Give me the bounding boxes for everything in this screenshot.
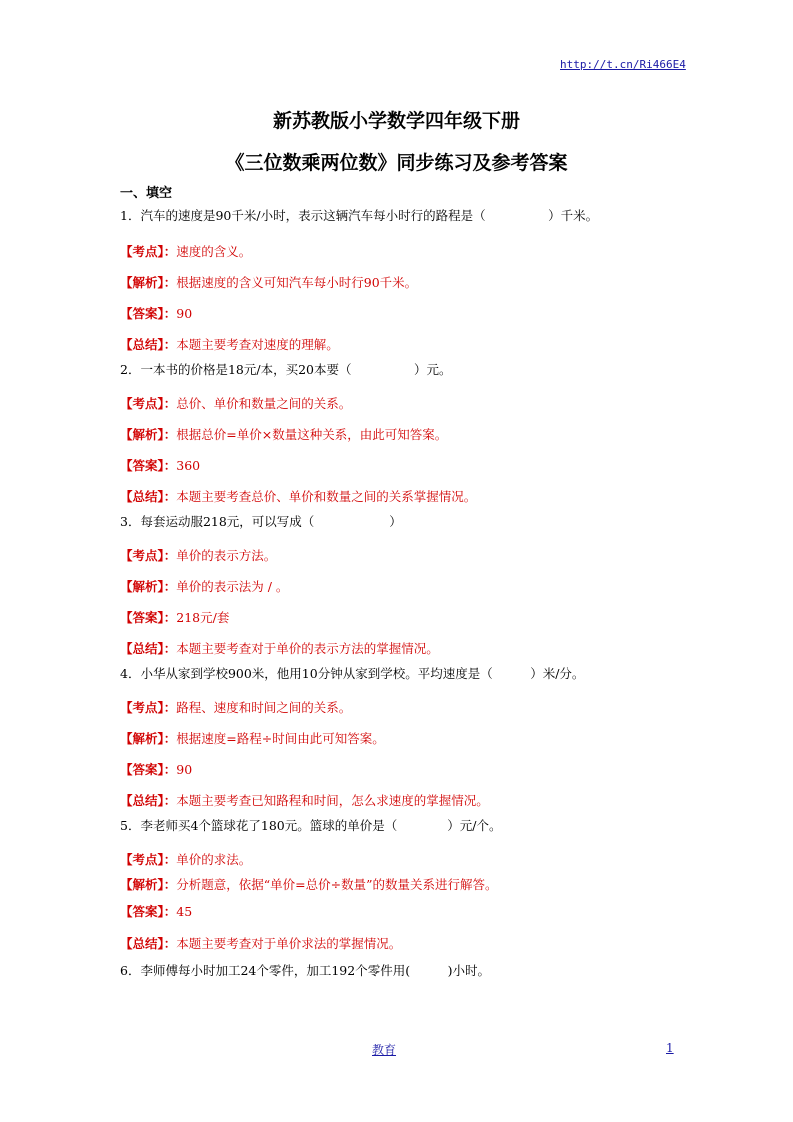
kaodian-label: 【考点】： — [120, 244, 177, 259]
zongjie-text: 本题主要考查总价、单价和数量之间的关系掌握情况。 — [176, 489, 477, 504]
question-2: 2．一本书的价格是18元/本，买20本要（ ）元。 — [120, 362, 452, 377]
question-6: 6．李师傅每小时加工24个零件，加工192个零件用( )小时。 — [120, 963, 490, 978]
q3-jiexi — [120, 577, 288, 595]
kaodian-label: 【考点】： — [120, 852, 177, 867]
kaodian-label: 【考点】： — [120, 548, 177, 563]
zongjie-label: 【总结】： — [120, 641, 177, 656]
daan-label: 【答案】： — [120, 458, 177, 473]
q3-daan — [120, 608, 229, 626]
daan-label: 【答案】： — [120, 762, 177, 777]
q5-kaodian — [120, 850, 251, 868]
q5-zongjie — [120, 934, 401, 952]
q4-daan — [120, 760, 192, 778]
page-title: 新苏教版小学数学四年级下册 — [272, 110, 520, 132]
question-3: 3．每套运动服218元，可以写成（ ） — [120, 514, 402, 529]
jiexi-label: 【解析】： — [120, 579, 177, 594]
header-link[interactable]: http://t.cn/Ri466E4 — [560, 58, 686, 71]
page-subtitle: 《三位数乘两位数》同步练习及参考答案 — [225, 152, 568, 174]
kaodian-label: 【考点】： — [120, 396, 177, 411]
zongjie-label: 【总结】： — [120, 936, 177, 951]
daan-text: 45 — [176, 904, 193, 919]
kaodian-text: 单价的表示方法。 — [176, 548, 277, 563]
q1-kaodian — [120, 242, 251, 260]
q1-jiexi — [120, 273, 417, 291]
jiexi-label: 【解析】： — [120, 731, 177, 746]
zongjie-text: 本题主要考查对速度的理解。 — [176, 337, 339, 352]
zongjie-label: 【总结】： — [120, 489, 177, 504]
q5-jiexi — [120, 875, 498, 893]
zongjie-text: 本题主要考查已知路程和时间，怎么求速度的掌握情况。 — [176, 793, 489, 808]
jiexi-text: 根据速度=路程÷时间由此可知答案。 — [176, 731, 385, 746]
jiexi-label: 【解析】： — [120, 877, 177, 892]
jiexi-text: 单价的表示法为 / 。 — [176, 579, 289, 594]
kaodian-text: 单价的求法。 — [176, 852, 252, 867]
daan-text: 90 — [176, 762, 193, 777]
q4-jiexi — [120, 729, 385, 747]
daan-text: 90 — [176, 306, 193, 321]
daan-label: 【答案】： — [120, 610, 177, 625]
daan-label: 【答案】： — [120, 306, 177, 321]
zongjie-text: 本题主要考查对于单价的表示方法的掌握情况。 — [176, 641, 439, 656]
question-1: 1．汽车的速度是90千米/小时，表示这辆汽车每小时行的路程是（ ）千米。 — [120, 208, 599, 223]
jiexi-label: 【解析】： — [120, 427, 177, 442]
zongjie-label: 【总结】： — [120, 793, 177, 808]
kaodian-text: 路程、速度和时间之间的关系。 — [176, 700, 352, 715]
question-5: 5．李老师买4个篮球花了180元。篮球的单价是（ ）元/个。 — [120, 818, 502, 833]
q1-daan — [120, 304, 192, 322]
q3-kaodian — [120, 546, 276, 564]
daan-text: 360 — [176, 458, 201, 473]
jiexi-text: 分析题意，依据“单价=总价÷数量”的数量关系进行解答。 — [176, 877, 498, 892]
daan-label: 【答案】： — [120, 904, 177, 919]
q4-kaodian — [120, 698, 351, 716]
q1-zongjie — [120, 335, 339, 353]
jiexi-label: 【解析】： — [120, 275, 177, 290]
q3-zongjie — [120, 639, 439, 657]
jiexi-text: 根据速度的含义可知汽车每小时行90千米。 — [176, 275, 418, 290]
q2-daan — [120, 456, 200, 474]
daan-text: 218元/套 — [176, 610, 230, 625]
q2-jiexi — [120, 425, 447, 443]
zongjie-text: 本题主要考查对于单价求法的掌握情况。 — [176, 936, 402, 951]
question-4: 4．小华从家到学校900米，他用10分钟从家到学校。平均速度是（ ）米/分。 — [120, 666, 585, 681]
jiexi-text: 根据总价=单价×数量这种关系，由此可知答案。 — [176, 427, 448, 442]
q5-daan — [120, 902, 192, 920]
kaodian-text: 总价、单价和数量之间的关系。 — [176, 396, 352, 411]
kaodian-label: 【考点】： — [120, 700, 177, 715]
footer-link[interactable]: 教育 — [372, 1043, 397, 1057]
q2-kaodian — [120, 394, 351, 412]
q2-zongjie — [120, 487, 476, 505]
page-number: 1 — [666, 1041, 674, 1055]
section-heading: 一、填空 — [120, 186, 173, 201]
kaodian-text: 速度的含义。 — [176, 244, 252, 259]
q4-zongjie — [120, 791, 489, 809]
zongjie-label: 【总结】： — [120, 337, 177, 352]
